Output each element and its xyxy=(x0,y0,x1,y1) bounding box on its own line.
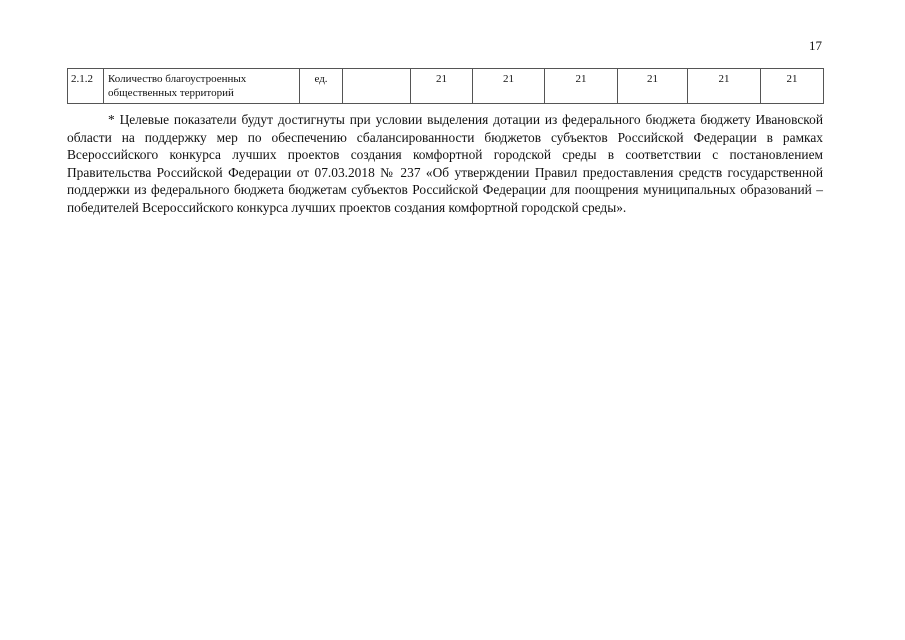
footnote: * Целевые показатели будут достигнуты при условии выделения дотации из федерального бюджета бюджету Ивановской области на поддержку мер по обеспечению сбалансированности бюджетов субъектов Российской Федерации в рамках Всероссийского конкурса лучших проектов создания комфортной городской среды в соответствии с постановлением Правительства Российской Федерации от 07.03.2018 № 237 «Об утверждении Правил предоставления средств государственной поддержки из федерального бюджета бюджетам субъектов Российской Федерации для поощрения муниципальных образований – победителей Всероссийского конкурса лучших проектов создания комфортной городской среды». xyxy=(67,112,823,215)
unit-cell: ед. xyxy=(300,69,343,104)
page-number: 17 xyxy=(809,38,822,53)
table-row xyxy=(68,69,824,104)
value-cell: 21 xyxy=(688,69,761,104)
value-cell: 21 xyxy=(545,69,618,104)
value-cell: 21 xyxy=(473,69,545,104)
indicator-name-cell: Количество благоустроенных общественных территорий xyxy=(104,69,300,104)
value-cell: 21 xyxy=(761,69,824,104)
value-cell: 21 xyxy=(618,69,688,104)
value-cell: 21 xyxy=(411,69,473,104)
base-value-cell xyxy=(343,69,411,104)
row-number-cell: 2.1.2 xyxy=(68,69,104,104)
indicators-table xyxy=(67,68,824,104)
